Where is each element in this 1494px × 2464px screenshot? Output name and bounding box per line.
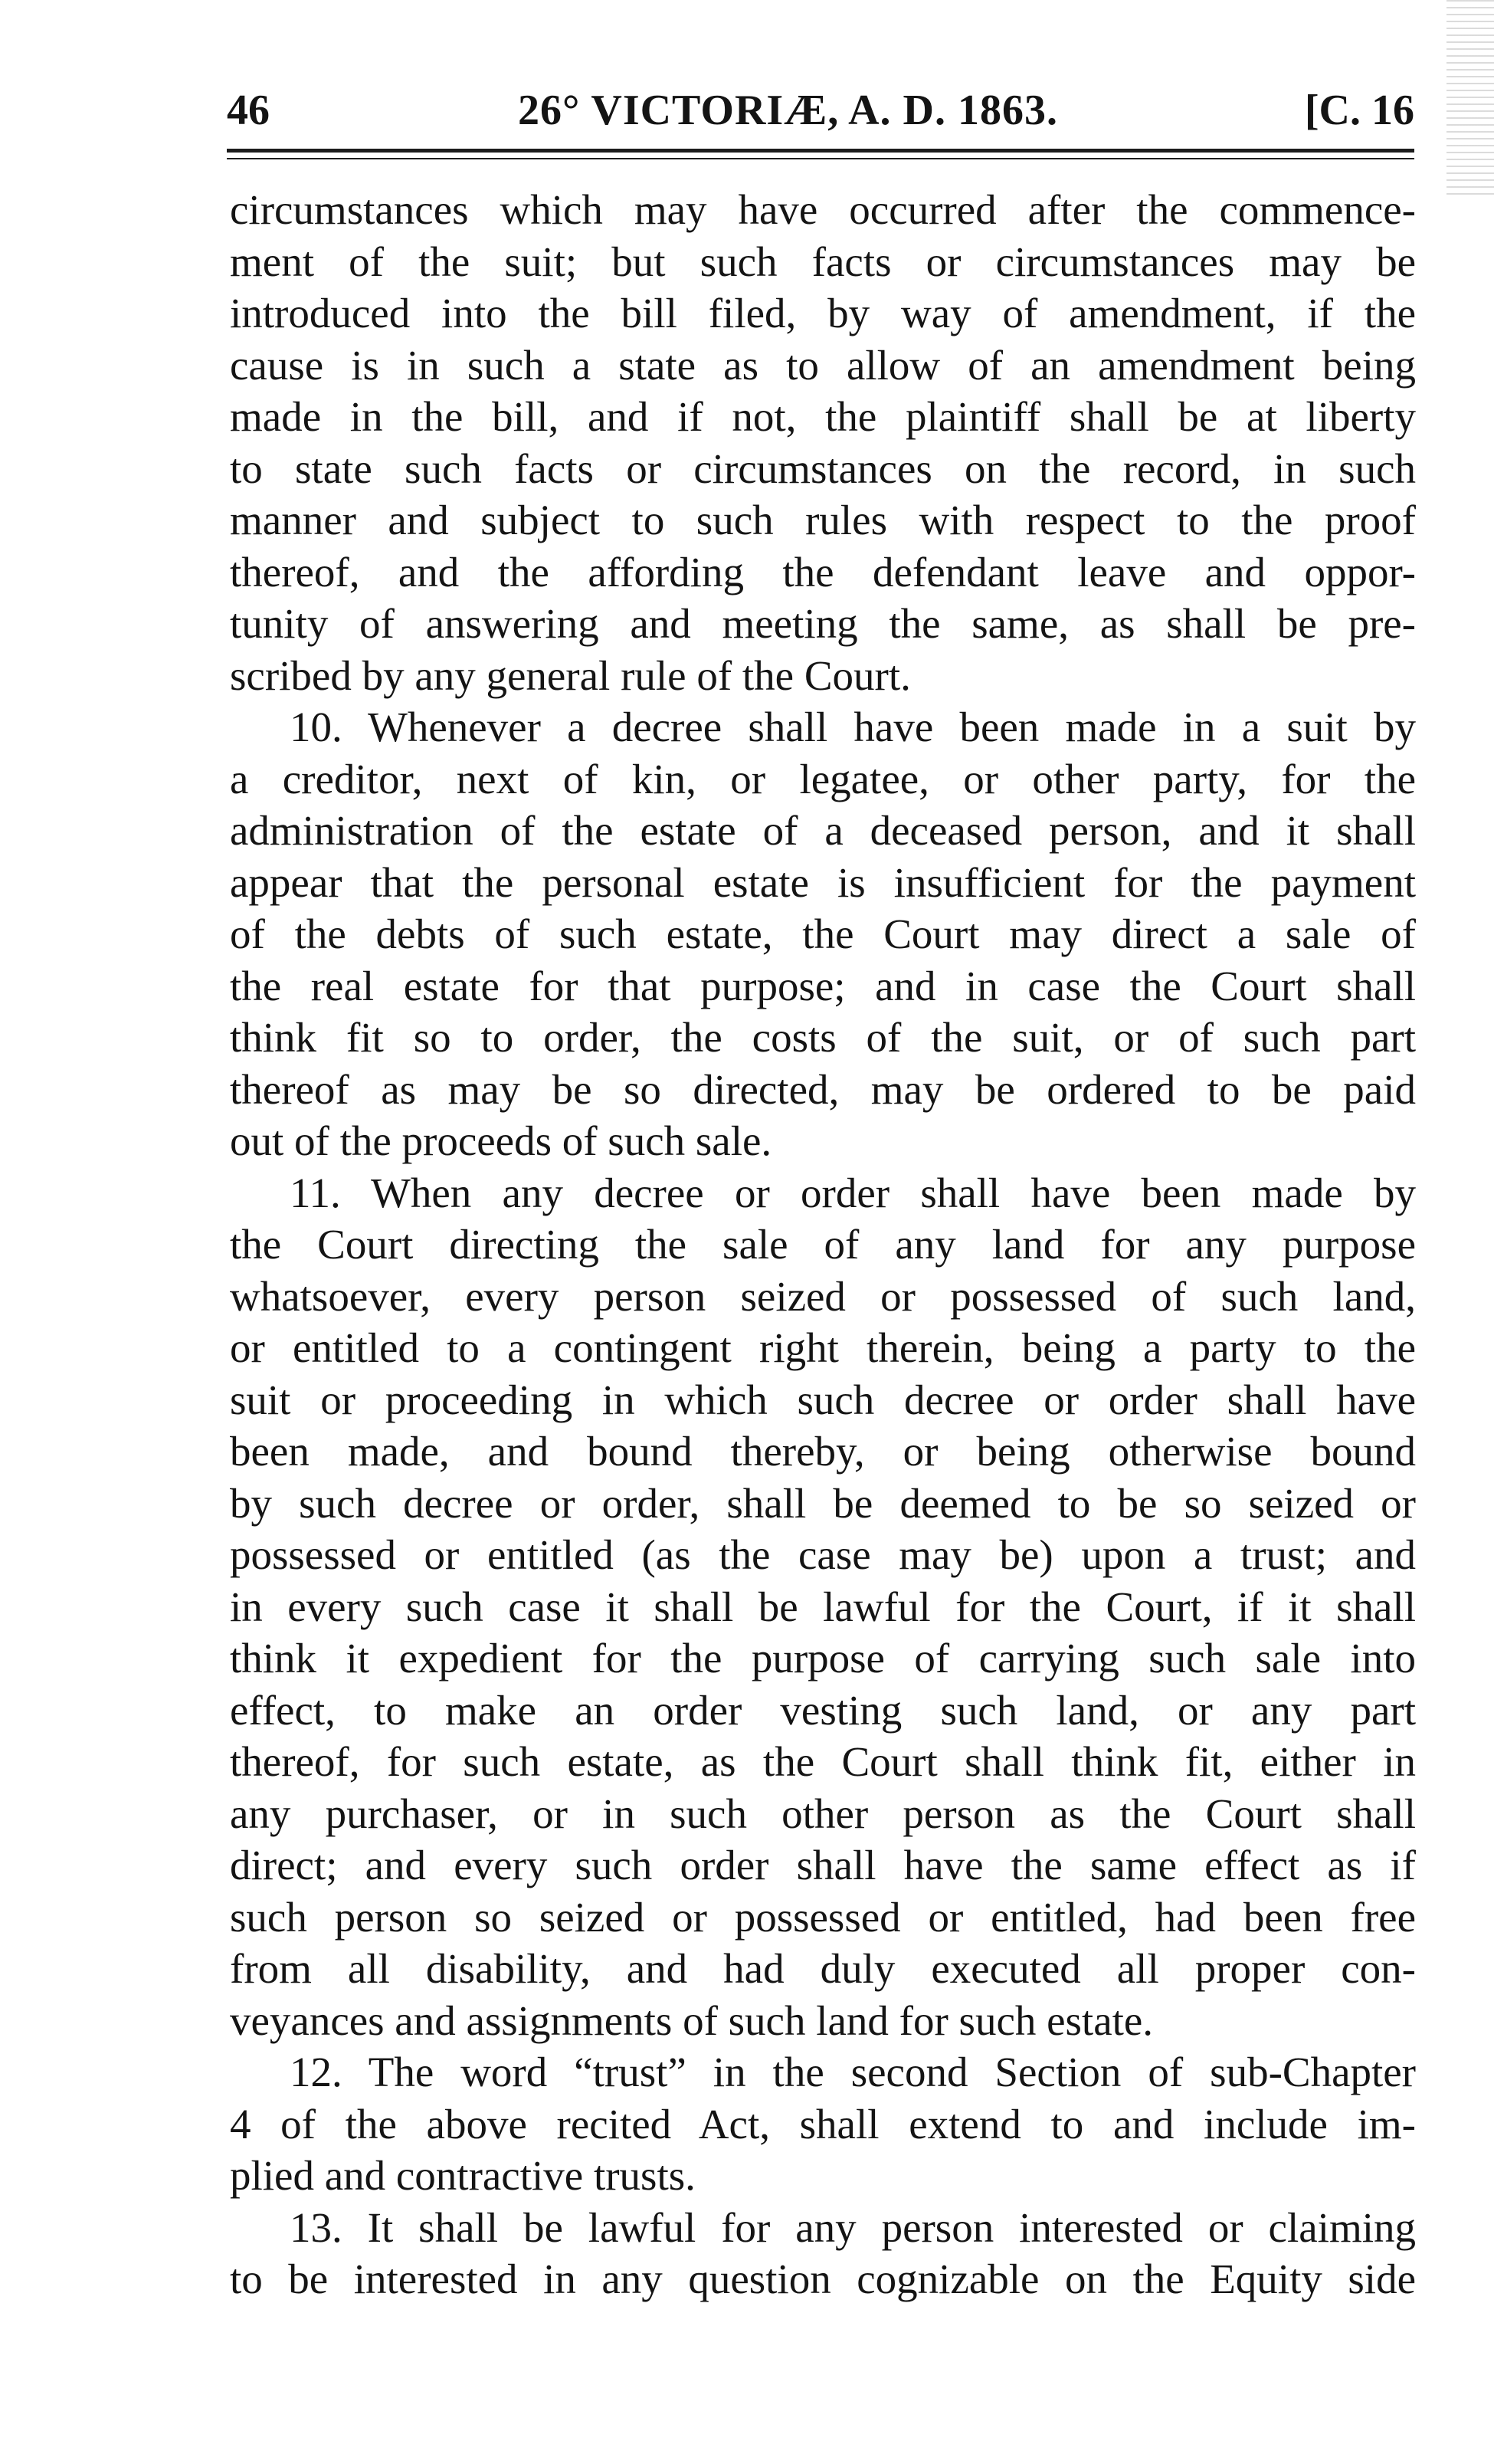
text-line: 11. When any decree or order shall have been made by [290, 1169, 1416, 1216]
text-line: 12. The word “trust” in the second Section of sub-Chapter [290, 2049, 1416, 2095]
text-line: plied and contractive trusts. [230, 2152, 696, 2199]
page-number: 46 [227, 87, 270, 134]
text-line: thereof, and the affording the defendant leave and oppor- [230, 548, 1416, 595]
text-line: out of the proceeds of such sale. [230, 1117, 772, 1164]
header-rule-thick [227, 149, 1414, 153]
chapter-reference: [C. 16 [1304, 87, 1414, 134]
text-line: ment of the suit; but such facts or circumstances may be [230, 238, 1416, 285]
text-line: by such decree or order, shall be deemed to be so seized or [230, 1479, 1416, 1527]
text-line: appear that the personal estate is insufficient for the payment [230, 858, 1416, 906]
text-line: the real estate for that purpose; and in case the Court shall [230, 962, 1416, 1009]
margin-scan-artifact [1446, 0, 1494, 199]
text-line: in every such case it shall be lawful for the Court, if it shall [230, 1583, 1416, 1630]
text-line: direct; and every such order shall have the same effect as if [230, 1842, 1416, 1888]
text-line: circumstances which may have occurred after the commence- [230, 186, 1416, 233]
page-header [227, 80, 1414, 141]
text-line: suit or proceeding in which such decree or order shall have [230, 1376, 1416, 1423]
text-line: possessed or entitled (as the case may be) upon a trust; and [230, 1531, 1416, 1578]
text-line: administration of the estate of a deceased person, and it shall [230, 807, 1416, 854]
text-line: effect, to make an order vesting such land, or any part [230, 1686, 1416, 1734]
text-line: or entitled to a contingent right therein, being a party to the [230, 1324, 1416, 1371]
text-line: think fit so to order, the costs of the suit, or of such part [230, 1014, 1416, 1061]
text-line: to state such facts or circumstances on the record, in such [230, 445, 1416, 492]
text-line: any purchaser, or in such other person as the Court shall [230, 1790, 1416, 1837]
body-text [230, 184, 1416, 2305]
text-line: a creditor, next of kin, or legatee, or other party, for the [230, 755, 1416, 802]
text-line: of the debts of such estate, the Court may direct a sale of [230, 910, 1416, 957]
text-line: from all disability, and had duly executed all proper con- [230, 1945, 1416, 1992]
text-line: think it expedient for the purpose of carrying such sale into [230, 1635, 1416, 1681]
text-line: thereof as may be so directed, may be ordered to be paid [230, 1065, 1416, 1113]
text-line: the Court directing the sale of any land for any purpose [230, 1221, 1416, 1268]
text-line: such person so seized or possessed or entitled, had been free [230, 1893, 1416, 1941]
text-line: 4 of the above recited Act, shall extend to and include im- [230, 2100, 1416, 2147]
text-line: whatsoever, every person seized or possessed of such land, [230, 1272, 1416, 1320]
header-rule-thin [227, 158, 1414, 159]
text-line: cause is in such a state as to allow of an amendment being [230, 341, 1416, 389]
text-line: manner and subject to such rules with respect to the proof [230, 497, 1416, 543]
running-title: 26° VICTORIÆ, A. D. 1863. [518, 87, 1058, 134]
text-line: 10. Whenever a decree shall have been made in a suit by [290, 704, 1416, 750]
text-line: introduced into the bill filed, by way of amendment, if the [230, 290, 1416, 336]
text-line: scribed by any general rule of the Court. [230, 651, 911, 699]
text-line: made in the bill, and if not, the plaintiff shall be at liberty [230, 393, 1416, 440]
text-line: 13. It shall be lawful for any person interested or claiming [290, 2203, 1416, 2251]
text-line: thereof, for such estate, as the Court shall think fit, either in [230, 1738, 1416, 1785]
text-line: been made, and bound thereby, or being otherwise bound [230, 1428, 1416, 1475]
text-line: to be interested in any question cognizable on the Equity side [230, 2256, 1416, 2302]
text-line: veyances and assignments of such land for such estate. [230, 1996, 1154, 2044]
text-line: tunity of answering and meeting the same, as shall be pre- [230, 600, 1416, 647]
